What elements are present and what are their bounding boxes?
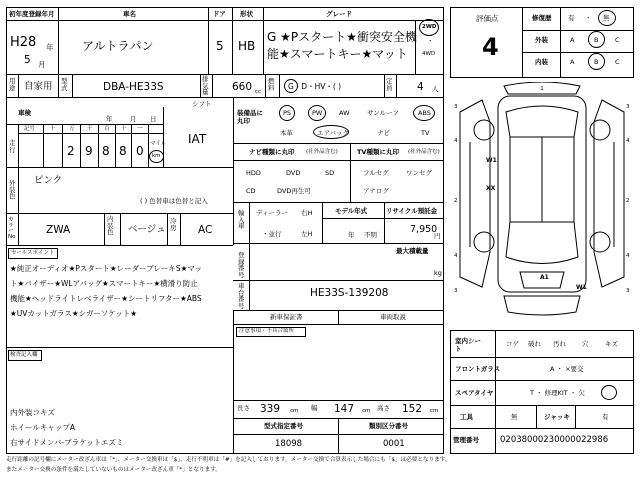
- mileage-digit-5: 0: [136, 144, 144, 158]
- ext-grade-b: B: [594, 36, 599, 44]
- jack-value: 有: [602, 413, 609, 421]
- score-label: 評価点: [476, 14, 499, 23]
- car-name-value: アルトラパン: [82, 39, 154, 53]
- svg-text:1: 1: [540, 86, 544, 92]
- svg-text:3: 3: [626, 104, 630, 110]
- row2-bottom: [6, 97, 444, 98]
- door-label: ドア: [213, 10, 226, 18]
- scale-unit-2: 万: [69, 126, 75, 132]
- footer-note-1: 走行距離の記号欄にメーター改ざん車は「*」、メーター交換車は「$」、走行不明車は「#」を記入しております。メーター交換で合算表示した場合にも「$」は必要となります。: [6, 457, 451, 463]
- equip-tv: TV: [421, 129, 430, 137]
- svg-text:4: 4: [454, 138, 458, 144]
- first-reg-label: 初年度登録年月: [9, 10, 55, 18]
- month-unit: 月: [38, 60, 46, 69]
- ext-grade-c: C: [615, 36, 620, 44]
- glass-value: A ・ ×要交: [550, 365, 584, 373]
- ext-grade-a: A: [570, 36, 575, 44]
- diagram-mark-a1: A1: [540, 274, 549, 281]
- equip-sunroof: サンルーフ: [367, 109, 399, 117]
- svg-text:4: 4: [626, 253, 630, 259]
- manual-label: 車両取説: [380, 313, 406, 321]
- color-no-value: ZWA: [46, 224, 71, 236]
- equip-airbag: エアバッグ: [317, 129, 349, 137]
- seat-item-burn: コゲ: [506, 340, 519, 348]
- inspection-line-3: 右サイドメンバ-ブラケットエズミ: [10, 438, 124, 447]
- diagram-mark-w1-left: W1: [486, 157, 497, 164]
- tv-type-label: TV種類に丸印: [357, 148, 399, 156]
- sales-line-4: ★UVカットガラス★シガーソケット★: [10, 309, 138, 318]
- use-label: 用途: [9, 77, 16, 92]
- color-label: 外装色: [9, 179, 16, 200]
- model-label: 型式: [61, 77, 68, 92]
- travel-label: 走行: [9, 139, 16, 154]
- model-year-unknown: 不明: [364, 231, 377, 239]
- manage-value: 02038000230000022986: [500, 435, 609, 445]
- sales-line-3: 機能★ヘッドライトレベライザー★シートリフター★ABS: [10, 294, 202, 303]
- navi-hdd: HDD: [246, 169, 261, 177]
- exterior-grade-label: 外装: [535, 36, 548, 44]
- interior-grade-label: 内装: [535, 58, 548, 66]
- shift-label: シフト: [192, 100, 212, 108]
- sales-line-2: ト★バイザー★WLアバッグ★スマートキー★横滑り防止: [10, 279, 198, 288]
- svg-text:2: 2: [626, 198, 630, 204]
- doors-value: 5: [216, 39, 224, 53]
- svg-text:4: 4: [626, 138, 630, 144]
- shift-value: IAT: [188, 132, 207, 146]
- equip-aw: AW: [339, 109, 350, 117]
- header-row-divider: [6, 20, 444, 21]
- reg-label: 登録番号: [238, 251, 245, 279]
- grade-label: グレード: [326, 10, 352, 18]
- equip-abs: ABS: [418, 109, 431, 117]
- footer-note-2: またメーター交換の条件を満たしていないものはメーター改ざん車「*」となります。: [6, 467, 221, 473]
- height-value: 152: [402, 403, 423, 415]
- tool-value: 無: [511, 413, 518, 421]
- svg-text:3: 3: [626, 288, 630, 294]
- equip-pw: PW: [312, 109, 323, 117]
- length-label: 長さ: [237, 404, 250, 412]
- score-value: 4: [482, 33, 499, 61]
- svg-text:4: 4: [454, 253, 458, 259]
- shape-label: 形状: [240, 10, 253, 18]
- jack-label: ジャッキ: [544, 413, 570, 421]
- int-grade-a: A: [570, 58, 575, 66]
- repair-yes: 有: [568, 14, 575, 22]
- inspection-line-2: ホイールキャップA: [10, 423, 75, 432]
- model-value: DBA-HE33S: [103, 81, 164, 93]
- category-label: 類別区分番号: [369, 422, 408, 430]
- fuel-label: 燃料: [268, 77, 275, 92]
- left-handle: 左H: [301, 230, 313, 238]
- grade-line1: G ★Pスタート★衝突安全機: [267, 30, 417, 44]
- length-value: 339: [260, 403, 281, 415]
- spare-value: T ・ 修理KIT ・ 欠: [530, 389, 585, 397]
- seat-item-scratch: キズ: [605, 340, 618, 348]
- spare-label: スペアタイヤ: [455, 389, 494, 397]
- tool-label: 工具: [460, 413, 473, 421]
- navi-cd: CD: [246, 187, 256, 195]
- capacity-label: 定員: [386, 77, 393, 92]
- height-label: 高さ: [377, 404, 390, 412]
- navi-type-label: ナビ種類に丸印: [249, 148, 295, 156]
- inspection-line-1: 内外装コキズ: [10, 408, 55, 417]
- first-reg-month: 5: [24, 54, 31, 66]
- equip-navi: ナビ: [377, 129, 390, 137]
- tv-type-note: (社外品含む): [408, 149, 440, 155]
- max-load-label: 最大積載量: [396, 247, 429, 255]
- width-label: 幅: [311, 404, 318, 412]
- svg-text:3: 3: [454, 104, 458, 110]
- spare-missing-circle: [601, 385, 617, 400]
- inspection-label-text: 検査記入欄: [10, 352, 38, 358]
- interior-label: 内装色: [107, 215, 114, 236]
- int-grade-b: B: [594, 58, 599, 66]
- color-value: ピンク: [34, 175, 63, 186]
- navi-dvd: DVD: [286, 169, 301, 177]
- scale-label: 記号: [24, 126, 36, 132]
- equip-leather: 本革: [280, 129, 293, 137]
- repair-no: 無: [603, 14, 610, 22]
- category-value: 0001: [383, 439, 405, 449]
- length-unit: cm: [290, 408, 299, 414]
- model-no-value: 18098: [275, 439, 303, 449]
- first-reg-year: H28: [10, 35, 37, 50]
- insp-month: 月: [130, 115, 137, 123]
- right-handle: 右H: [301, 209, 313, 217]
- repair-label: 修復歴: [532, 14, 552, 22]
- unit-km: km: [152, 153, 161, 159]
- navi-dvd-play: DVD再生可: [277, 187, 311, 195]
- width-unit: cm: [362, 408, 371, 414]
- mileage-digit-1: 2: [67, 144, 75, 158]
- scale-unit-5: 十: [121, 126, 127, 132]
- interior-value: ベージュ: [128, 224, 166, 235]
- seat-item-dirt: 汚れ: [553, 340, 566, 348]
- color-note: ( ) 色替車は色替と記入: [140, 197, 208, 205]
- navi-sd: SD: [325, 169, 335, 177]
- scale-unit-3: 千: [87, 126, 93, 132]
- color-no-label: カラーNo: [8, 217, 16, 240]
- equipment-label: 装備品に丸印: [237, 109, 263, 125]
- year-unit: 年: [46, 43, 54, 52]
- glass-label: フロントガラス: [455, 365, 501, 373]
- recycle-value: 7,950: [410, 224, 438, 235]
- seat-label: 室内シート: [455, 337, 481, 354]
- mileage-digit-2: 9: [85, 144, 93, 158]
- disp-value: 660: [232, 81, 253, 93]
- seat-item-tear: 破れ: [528, 340, 541, 348]
- scale-unit-1: 十: [50, 126, 56, 132]
- model-year-unit: 年: [348, 231, 355, 239]
- tv-oneseg: ワンセグ: [406, 169, 432, 177]
- notes-label: 注意事項・不具合箇所: [239, 328, 295, 334]
- tv-analog: アナログ: [363, 187, 389, 195]
- manage-label: 管理番号: [453, 436, 479, 444]
- grade-line2: 能★スマートキー★マット: [267, 47, 408, 61]
- ac-value: AC: [198, 224, 213, 236]
- disp-unit: cc: [255, 89, 262, 95]
- scale-unit-4: 百: [104, 126, 110, 132]
- svg-text:3: 3: [454, 288, 458, 294]
- model-year-label: モデル年式: [335, 207, 368, 215]
- mileage-digit-3: 8: [102, 144, 110, 158]
- insp-day: 日: [150, 115, 157, 123]
- car-name-label: 車名: [123, 10, 136, 18]
- fuel-value: G・D・HV・( ): [288, 82, 342, 91]
- drive-4wd: 4WD: [422, 51, 436, 57]
- disp-label: 排気量: [202, 75, 209, 96]
- recycle-unit: 円: [434, 232, 441, 240]
- diagram-mark-xx: XX: [486, 185, 496, 192]
- sales-points-label: セールスポイント: [11, 250, 55, 256]
- shape-value: HB: [238, 39, 256, 53]
- import-parallel: ・並行: [262, 230, 282, 238]
- mileage-digit-4: 8: [119, 144, 127, 158]
- max-load-unit: kg: [434, 269, 442, 277]
- svg-text:2: 2: [454, 198, 458, 204]
- tv-fullseg: フルセグ: [363, 169, 389, 177]
- car-damage-diagram: [450, 82, 634, 327]
- unit-mile: マイル: [150, 141, 167, 147]
- warranty-label: 新車保証書: [270, 313, 303, 321]
- inspection-label: 車検: [18, 109, 31, 117]
- drive-2wd: 2WD: [422, 24, 437, 30]
- int-grade-c: C: [615, 58, 620, 66]
- height-unit: cm: [430, 408, 439, 414]
- width-value: 147: [334, 403, 355, 415]
- model-no-label: 型式指定番号: [264, 422, 303, 430]
- ac-label: 冷房: [170, 217, 177, 232]
- sales-line-1: ★純正オーディオ★Pスタート★レーダーブレーキS★マッ: [10, 264, 203, 273]
- capacity-value: 4: [417, 81, 424, 93]
- recycle-label: リサイクル預託金: [386, 207, 438, 215]
- equip-ps: PS: [283, 109, 292, 117]
- diagram-mark-w1-bottom: W1: [576, 284, 587, 291]
- capacity-unit: 人: [432, 85, 439, 93]
- seat-item-hole: 穴: [582, 340, 589, 348]
- chassis-label: 車台番号: [238, 282, 245, 310]
- use-value: 自家用: [24, 81, 53, 92]
- import-label: 輸入車: [238, 209, 245, 230]
- insp-year: 年: [106, 115, 113, 123]
- chassis-value: HE33S-139208: [310, 287, 389, 299]
- import-dealer: ディーラー: [256, 209, 288, 217]
- navi-type-note: (社外品含む): [306, 149, 338, 155]
- scale-unit-6: 一: [137, 126, 143, 132]
